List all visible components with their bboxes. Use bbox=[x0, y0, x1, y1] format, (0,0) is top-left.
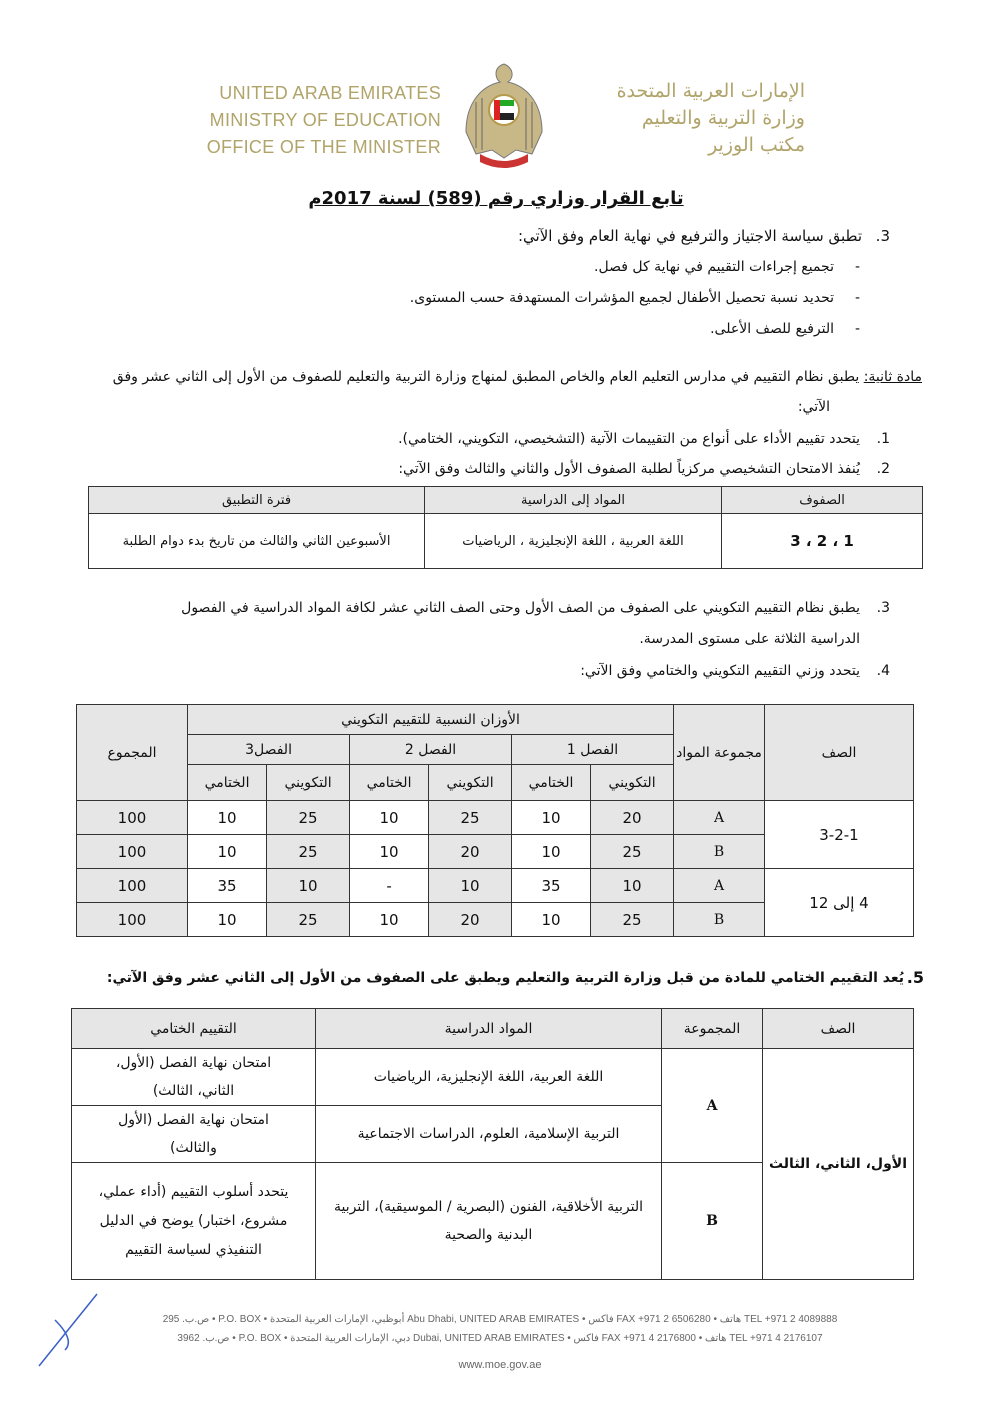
weight-cell: - bbox=[350, 869, 429, 903]
header-ar-line: مكتب الوزير bbox=[708, 134, 805, 156]
weight-cell: 10 bbox=[512, 903, 591, 937]
header-arabic bbox=[560, 78, 805, 159]
item-2-text: يُنفذ الامتحان التشخيصي مركزياً لطلبة الصفوف الأول والثاني والثالث وفق الآتي: bbox=[398, 461, 860, 477]
header-cell: الصف bbox=[763, 1009, 914, 1049]
article-2-paragraph bbox=[113, 369, 922, 385]
table-cell: الأول، الثاني، الثالث bbox=[763, 1049, 914, 1280]
header-ar-line: وزارة التربية والتعليم bbox=[641, 107, 805, 129]
table-cell: اللغة العربية ، اللغة الإنجليزية ، الرياضيات bbox=[425, 514, 722, 569]
weight-cell: 10 bbox=[188, 835, 267, 869]
weight-cell: 10 bbox=[350, 835, 429, 869]
table-cell: امتحان نهاية الفصل (الأول، الثاني، الثالث) bbox=[72, 1049, 316, 1106]
weight-cell: 25 bbox=[429, 801, 512, 835]
weight-cell: 20 bbox=[429, 903, 512, 937]
weight-cell: 25 bbox=[267, 801, 350, 835]
table-row bbox=[77, 869, 914, 903]
header-cell: التكويني bbox=[429, 765, 512, 801]
table-row bbox=[77, 801, 914, 835]
grade-cell: 3-2-1 bbox=[765, 801, 914, 869]
table-cell: التربية الإسلامية، العلوم، الدراسات الاجتماعية bbox=[316, 1106, 662, 1163]
weight-cell: 10 bbox=[512, 835, 591, 869]
group-cell: B bbox=[674, 835, 765, 869]
article-2-label: مادة ثانية: bbox=[863, 369, 922, 385]
weight-cell: 10 bbox=[188, 903, 267, 937]
header-cell: الفصل 1 bbox=[512, 735, 674, 765]
weight-cell: 25 bbox=[591, 903, 674, 937]
weight-cell: 10 bbox=[350, 903, 429, 937]
item-3-text: يطبق نظام التقييم التكويني على الصفوف من الصف الأول وحتى الصف الثاني عشر لكافة المواد الدراسية في الفصول bbox=[181, 600, 860, 616]
weight-cell: 35 bbox=[512, 869, 591, 903]
total-cell: 100 bbox=[77, 835, 188, 869]
weight-cell: 25 bbox=[267, 903, 350, 937]
header-cell: الختامي bbox=[188, 765, 267, 801]
bullet-item: تجميع إجراءات التقييم في نهاية كل فصل. bbox=[594, 259, 834, 275]
header-cell: الصفوف bbox=[722, 487, 923, 514]
header-cell: مجموعة المواد bbox=[674, 705, 765, 801]
header-english bbox=[195, 80, 441, 161]
table-cell: B bbox=[662, 1163, 763, 1280]
final-assessment-table bbox=[71, 1008, 914, 1280]
table-cell: الأسبوعين الثاني والثالث من تاريخ بدء دوام الطلبة bbox=[89, 514, 425, 569]
header-en-line: UNITED ARAB EMIRATES bbox=[219, 83, 441, 103]
article-2-cont: الآتي: bbox=[797, 399, 830, 415]
item-1-number: 1. bbox=[876, 431, 890, 447]
header-cell: التكويني bbox=[267, 765, 350, 801]
header-cell: المجموعة bbox=[662, 1009, 763, 1049]
diagnostic-table bbox=[88, 486, 923, 569]
header-cell: الختامي bbox=[350, 765, 429, 801]
item-4-text: يتحدد وزني التقييم التكويني والختامي وفق الآتي: bbox=[580, 663, 860, 679]
item-5-text: يُعد التقييم الختامي للمادة من قبل وزارة التربية والتعليم ويطبق على الصفوف من الأول إلى الثاني عشر وفق الآتي: bbox=[106, 970, 904, 986]
table-cell: A bbox=[662, 1049, 763, 1163]
grade-cell: 4 إلى 12 bbox=[765, 869, 914, 937]
section-3-number: 3. bbox=[875, 227, 890, 245]
weight-cell: 20 bbox=[591, 801, 674, 835]
weight-cell: 20 bbox=[429, 835, 512, 869]
header-cell: المواد إلى الدراسية bbox=[425, 487, 722, 514]
header-ar-line: الإمارات العربية المتحدة bbox=[616, 80, 805, 102]
weight-cell: 25 bbox=[591, 835, 674, 869]
table-cell: امتحان نهاية الفصل (الأول والثالث) bbox=[72, 1106, 316, 1163]
item-3-number: 3. bbox=[876, 600, 890, 616]
table-cell: 1 ، 2 ، 3 bbox=[722, 514, 923, 569]
article-2-text: يطبق نظام التقييم في مدارس التعليم العام والخاص المطبق لمنهاج وزارة التربية والتعليم للصفوف من الأول إلى الثاني عشر وفق bbox=[112, 369, 864, 385]
bullet-item: تحديد نسبة تحصيل الأطفال لجميع المؤشرات المستهدفة حسب المستوى. bbox=[409, 290, 834, 306]
group-cell: A bbox=[674, 801, 765, 835]
item-1-text: يتحدد تقييم الأداء على أنواع من التقييمات الآتية (التشخيصي، التكويني، الختامي). bbox=[398, 431, 860, 447]
header-cell: الأوزان النسبية للتقييم التكويني bbox=[188, 705, 674, 735]
item-2-number: 2. bbox=[876, 461, 890, 477]
total-cell: 100 bbox=[77, 903, 188, 937]
group-cell: A bbox=[674, 869, 765, 903]
footer-address-abudhabi: ص.ب. 295 • P.O. BOX • أبوظبي، الإمارات العربية المتحدة Abu Dhabi, UNITED ARAB EMIRATES • فاكس FAX +971 2 6506280 • هاتف TEL +971 2 4089888 bbox=[162, 1314, 838, 1325]
weight-cell: 35 bbox=[188, 869, 267, 903]
uae-emblem-icon bbox=[462, 62, 546, 172]
bullet-item: الترفيع للصف الأعلى. bbox=[710, 321, 834, 337]
header-cell: الفصل 2 bbox=[350, 735, 512, 765]
item-5-number: 5. bbox=[906, 968, 924, 987]
footer-website-link[interactable]: www.moe.gov.ae bbox=[458, 1359, 542, 1371]
header-en-line: MINISTRY OF EDUCATION bbox=[209, 110, 441, 130]
header-en-line: OFFICE OF THE MINISTER bbox=[206, 137, 441, 157]
signature-mark-icon bbox=[35, 1290, 105, 1370]
group-cell: B bbox=[674, 903, 765, 937]
table-cell: اللغة العربية، اللغة الإنجليزية، الرياضيات bbox=[316, 1049, 662, 1106]
decision-title: تابع القرار وزاري رقم (589) لسنة 2017م bbox=[308, 188, 684, 209]
header-cell: الصف bbox=[765, 705, 914, 801]
total-cell: 100 bbox=[77, 869, 188, 903]
weights-table bbox=[76, 704, 914, 937]
total-cell: 100 bbox=[77, 801, 188, 835]
weight-cell: 10 bbox=[512, 801, 591, 835]
weight-cell: 10 bbox=[188, 801, 267, 835]
document-page: UNITED ARAB EMIRATES MINISTRY OF EDUCATION OFFICE OF THE MINISTER الإمارات العربية المتحدة وزارة التربية والتعليم مكتب الوزير تابع القرار وزاري رقم (589) لسنة 2017م تطبق سياسة الاجتياز والترفيع في نهاية العام وفق الآتي: 3. تجميع إجراءات التقييم في نهاية كل فصل. تحديد نسبة تحصيل الأطفال لجميع المؤشرات المستهدفة حسب المستوى. الترفيع للصف الأعلى. - - - مادة ثانية: يطبق نظام التقييم في مدارس التعليم العام والخاص المطبق لمنهاج وزارة التربية والتعليم للصفوف من الأول إلى الثاني عشر وفق الآتي: يتحدد تقييم الأداء على أنواع من التقييمات الآتية (التشخيصي، التكويني، الختامي). 1. يُنفذ الامتحان التشخيصي مركزياً لطلبة الصفوف الأول والثاني والثالث وفق الآتي: 2. الصفوف المواد إلى الدراسية فترة التطبيق 1 ، 2 ، 3 اللغة العربية ، اللغة الإنجليزية ، الرياضيات الأسبوعين الثاني والثالث من تاريخ بدء دوام الطلبة يطبق نظام التقييم التكويني على الصفوف من الصف الأول وحتى الصف الثاني عشر لكافة المواد الدراسية في الفصول 3. الدراسية الثلاثة على مستوى المدرسة. يتحدد وزني التقييم التكويني والختامي وفق الآتي: 4. الصف مجموعة المواد الأوزان النسبية للتقييم التكويني المجموع الفصل 1 الفصل 2 الفصل3 التكويني الختامي التكويني الختامي التكويني الختامي 3-2-1 A 20 10 25 10 25 10 100 B 25 10 20 10 25 10 100 4 إلى 12 A 10 35 10 - 10 35 100 B 25 10 20 10 25 10 100 يُعد التقييم الختامي للمادة من قبل وزارة التربية والتعليم ويطبق على الصفوف من الأول إلى الثاني عشر وفق الآتي: 5. الصف المجموعة المواد الدراسية التقييم الختامي الأول، الثاني، الثالث A اللغة العربية، اللغة الإنجليزية، الرياضيات امتحان نهاية الفصل (الأول، الثاني، الثالث) التربية الإسلامية، العلوم، الدراسات الاجتماعية امتحان نهاية الفصل (الأول والثالث) B التربية الأخلاقية، الفنون (البصرية / الموسيقية)، التربية البدنية والصحية يتحدد أسلوب التقييم (أداء عملي، مشروع، اختبار) يوضح في الدليل التنفيذي لسياسة التقييم ص.ب. 295 • P.O. BOX • أبوظبي، الإمارات العربية المتحدة Abu Dhabi, UNITED ARAB EMIRATES • فاكس FAX +971 2 6506280 • هاتف TEL +971 2 4089888 ص.ب. 3962 • P.O. BOX • دبي، الإمارات العربية المتحدة Dubai, UNITED ARAB EMIRATES • فاكس FAX +971 4 2176800 • هاتف TEL +971 4 2176107 www.moe.gov.ae bbox=[0, 0, 992, 1403]
weight-cell: 10 bbox=[350, 801, 429, 835]
header-cell: فترة التطبيق bbox=[89, 487, 425, 514]
header-cell: الختامي bbox=[512, 765, 591, 801]
table-cell: يتحدد أسلوب التقييم (أداء عملي، مشروع، اختبار) يوضح في الدليل التنفيذي لسياسة التقييم bbox=[72, 1163, 316, 1280]
weight-cell: 10 bbox=[591, 869, 674, 903]
weight-cell: 10 bbox=[267, 869, 350, 903]
header-cell: التكويني bbox=[591, 765, 674, 801]
header-cell: المجموع bbox=[77, 705, 188, 801]
weight-cell: 25 bbox=[267, 835, 350, 869]
footer-address-dubai: ص.ب. 3962 • P.O. BOX • دبي، الإمارات العربية المتحدة Dubai, UNITED ARAB EMIRATES • فاكس FAX +971 4 2176800 • هاتف TEL +971 4 2176107 bbox=[177, 1333, 823, 1344]
table-cell: التربية الأخلاقية، الفنون (البصرية / الموسيقية)، التربية البدنية والصحية bbox=[316, 1163, 662, 1280]
header-cell: المواد الدراسية bbox=[316, 1009, 662, 1049]
weight-cell: 10 bbox=[429, 869, 512, 903]
item-3-cont: الدراسية الثلاثة على مستوى المدرسة. bbox=[639, 631, 860, 647]
section-3-text: تطبق سياسة الاجتياز والترفيع في نهاية العام وفق الآتي: bbox=[517, 227, 862, 245]
header-cell: الفصل3 bbox=[188, 735, 350, 765]
item-4-number: 4. bbox=[876, 663, 890, 679]
header-cell: التقييم الختامي bbox=[72, 1009, 316, 1049]
